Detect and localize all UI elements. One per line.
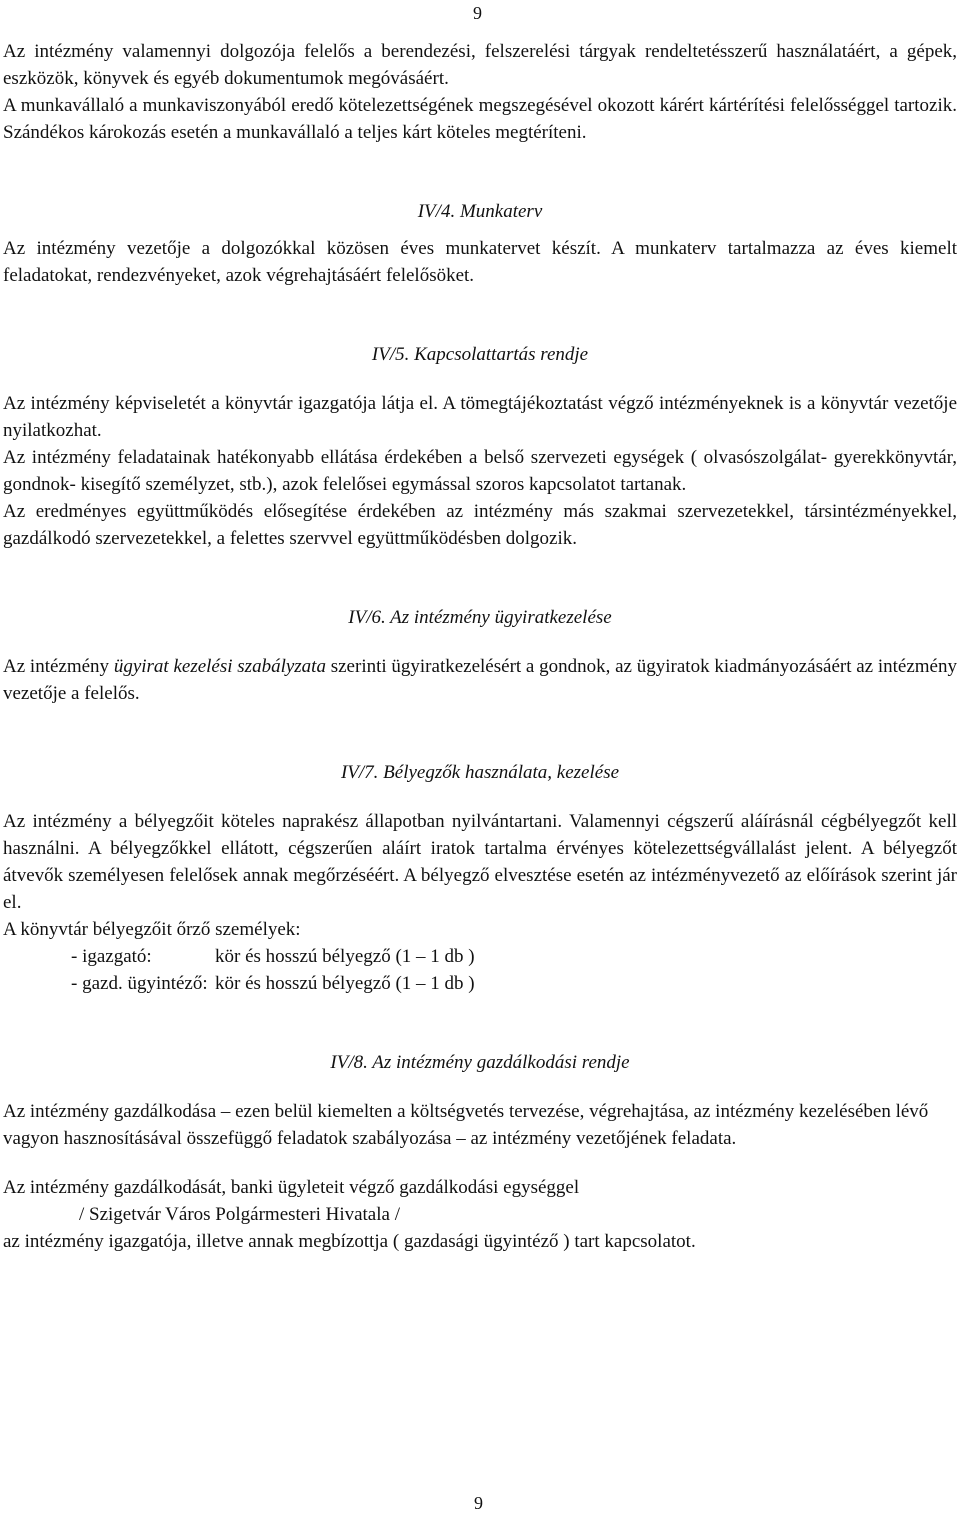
gazdalkodas-paragraph-2-line-3: az intézmény igazgatója, illetve annak megbízottja ( gazdasági ügyintéző ) tart kapcsolatot. — [3, 1231, 696, 1252]
belyegzok-paragraph: Az intézmény a bélyegzőit köteles naprakész állapotban nyilvántartani. Valamennyi cégszerű aláírásnál cégbélyegzőt kell használni. A bélyegzőkkel ellátott, cégszerűen aláírt iratok tartalma érvényes kötelezettségvállalást jelent. A bélyegzőt átvevők személyesen felelősek annak megőrzéséért. A bélyegző elvesztése esetén az intézményvezető az előírások szerint jár el. — [3, 811, 957, 913]
section-heading-belyegzok: IV/7. Bélyegzők használata, kezelése — [340, 762, 620, 783]
page-number-bottom: 9 — [474, 1493, 483, 1513]
section-heading-gazdalkodas: IV/8. Az intézmény gazdálkodási rendje — [330, 1052, 630, 1073]
belyegzok-list-intro: A könyvtár bélyegzőit őrző személyek: — [3, 919, 301, 940]
section-heading-ugyiratkezeles: IV/6. Az intézmény ügyiratkezelése — [348, 607, 612, 628]
ugyiratkezeles-text-after: szerinti ügyiratkezelésért a gondnok, az ügyiratok kiadmányozásáért az intézmény vezetője a felelős. — [3, 656, 957, 704]
list-item-stamp: kör és hosszú bélyegző (1 – 1 db ) — [215, 973, 475, 994]
list-item-role: - igazgató: — [71, 946, 152, 967]
ugyirat-szabalyzat-emphasis: ügyirat kezelési szabályzata — [113, 656, 326, 677]
munkaterv-paragraph: Az intézmény vezetője a dolgozókkal közösen éves munkatervet készít. A munkaterv tartalmazza az éves kiemelt feladatokat, rendezvényeket, azok végrehajtásáért felelősöket. — [3, 238, 957, 286]
section-heading-kapcsolattartas: IV/5. Kapcsolattartás rendje — [371, 344, 589, 365]
list-item — [3, 970, 957, 997]
list-item-stamp: kör és hosszú bélyegző (1 – 1 db ) — [215, 946, 475, 967]
intro-paragraph-1: Az intézmény valamennyi dolgozója felelős a berendezési, felszerelési tárgyak rendeltetésszerű használatáért, a gépek, eszközök, könyvek és egyéb dokumentumok megóvásáért. — [3, 41, 957, 89]
gazdalkodas-paragraph-2-line-1: Az intézmény gazdálkodását, banki ügyleteit végző gazdálkodási egységgel — [3, 1177, 580, 1198]
page-number-top: 9 — [473, 3, 482, 23]
kapcsolattartas-paragraph-3: Az eredményes együttműködés elősegítése érdekében az intézmény más szakmai szervezetekkel, társintézményekkel, gazdálkodó szervezetekkel, a felettes szervvel együttműködésben dolgozik. — [3, 501, 957, 549]
intro-paragraph-2: A munkavállaló a munkaviszonyából eredő kötelezettségének megszegésével okozott kárért kártérítési felelősséggel tartozik. Szándékos károkozás esetén a munkavállaló a teljes kárt köteles megtéríteni. — [3, 95, 957, 143]
kapcsolattartas-paragraph-2: Az intézmény feladatainak hatékonyabb ellátása érdekében a belső szervezeti egységek ( olvasószolgálat- gyerekkönyvtár, gondnok- kisegítő személyzet, stb.), azok felelősei egymással szoros kapcsolatot tartanak. — [3, 447, 957, 495]
gazdalkodas-paragraph-1: Az intézmény gazdálkodása – ezen belül kiemelten a költségvetés tervezése, végrehajtása, az intézmény kezelésében lévő vagyon hasznosításával összefüggő feladatok szabályozása – az intézmény vezetőjének feladata. — [3, 1101, 929, 1149]
list-item-role: - gazd. ügyintéző: — [71, 973, 208, 994]
section-heading-munkaterv: IV/4. Munkaterv — [417, 201, 543, 222]
ugyiratkezeles-text-before: Az intézmény — [3, 656, 114, 677]
document-body — [3, 38, 957, 1255]
list-item — [3, 943, 957, 970]
gazdalkodas-paragraph-2-line-2: / Szigetvár Város Polgármesteri Hivatala / — [79, 1204, 400, 1225]
ugyiratkezeles-paragraph — [3, 653, 957, 707]
kapcsolattartas-paragraph-1: Az intézmény képviseletét a könyvtár igazgatója látja el. A tömegtájékoztatást végző intézményeknek is a könyvtár vezetője nyilatkozhat. — [3, 393, 957, 441]
